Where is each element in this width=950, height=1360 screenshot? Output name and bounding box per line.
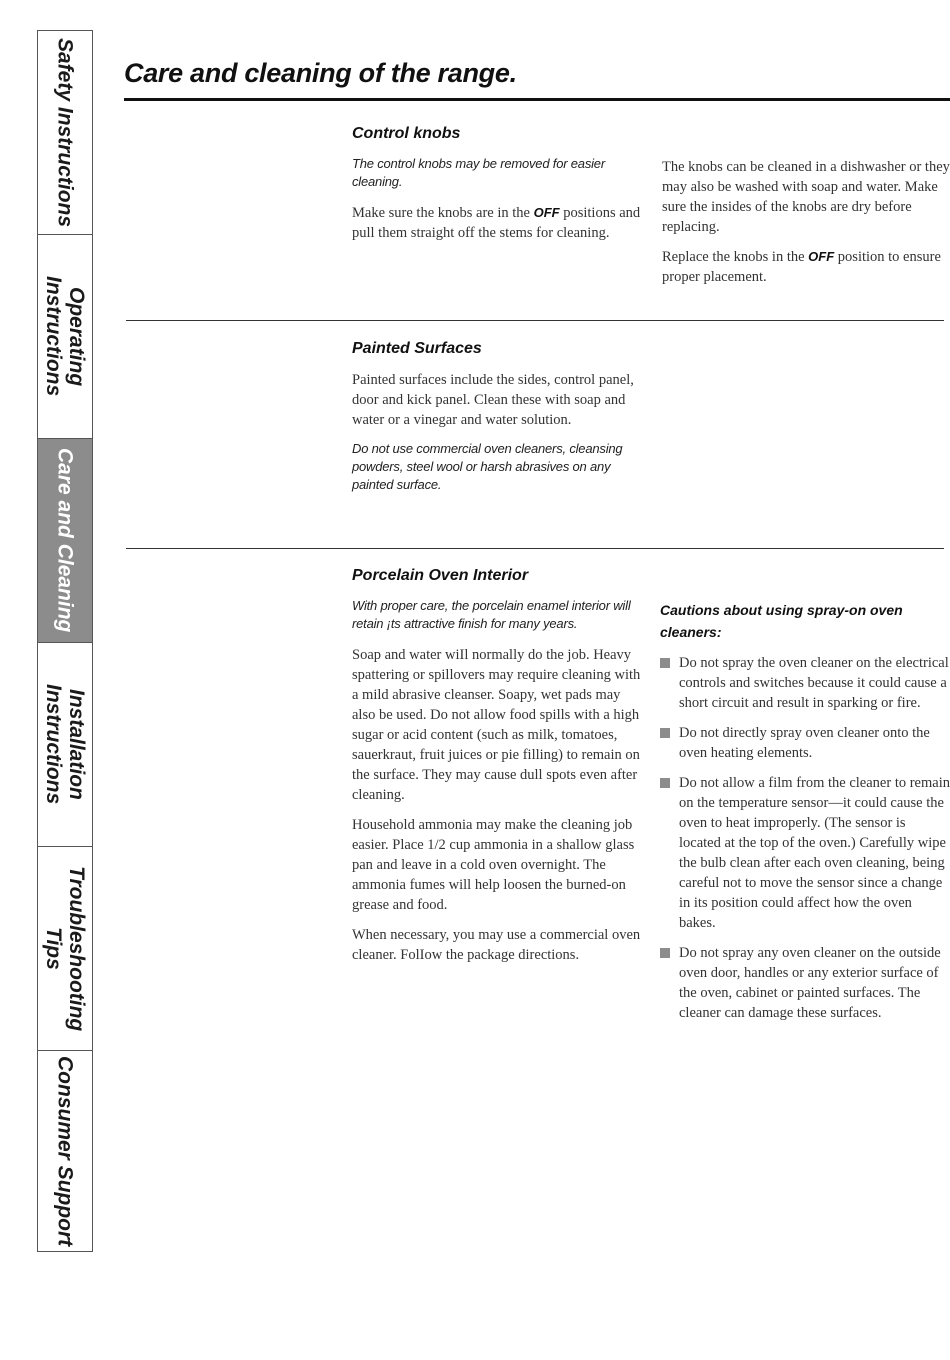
tab-label: Installation Instructions bbox=[42, 684, 88, 805]
text-fragment: Make sure the knobs are in the bbox=[352, 205, 530, 221]
bullet-square-icon bbox=[660, 658, 670, 668]
off-label: OFF bbox=[533, 205, 560, 220]
tab-consumer-support[interactable] bbox=[38, 1051, 92, 1251]
title-rule bbox=[124, 98, 950, 101]
tab-operating-instructions[interactable] bbox=[38, 235, 92, 439]
section-divider bbox=[126, 320, 944, 321]
control-knobs-note: The control knobs may be removed for easier cleaning. bbox=[352, 156, 605, 189]
tab-label: Safety Instructions bbox=[53, 37, 77, 228]
tab-safety-instructions[interactable] bbox=[38, 31, 92, 235]
painted-surfaces-note: Do not use commercial oven cleaners, cleansing powders, steel wool or harsh abrasives on any painted surface. bbox=[352, 441, 623, 492]
control-knobs-paragraph-2: The knobs can be cleaned in a dishwasher or they may also be washed with soap and water. Make sure the insides of the knobs are dry before replacing. bbox=[662, 159, 950, 235]
tab-care-and-cleaning[interactable] bbox=[38, 439, 92, 643]
control-knobs-right-column bbox=[662, 157, 950, 297]
porcelain-paragraph-1: Soap and water wiIl normally do the job. Heavy spattering or spillovers may require cleaning with a mild abrasive cleanser. Soapy, wet pads may also be used. Do not allow food spills with a high sugar or acid content (such as milk, tomatoes, sauerkraut, fruit juices or pie filling) to remain on the surface. They may cause dull spots even after cleaning. bbox=[352, 647, 641, 803]
caution-text: Do not allow a film from the cleaner to remain on the temperature sensor—it could cause the oven to heat improperly. (The sensor is located at the top of the oven.) Carefully wipe the bulb clean after each oven cleaning, being careful not to move the sensor since a change in its position could affect how the oven bakes. bbox=[679, 775, 950, 931]
bullet-square-icon bbox=[660, 778, 670, 788]
tab-label: Consumer Support bbox=[53, 1055, 77, 1247]
caution-text: Do not spray the oven cleaner on the electrical controls and switches because it could cause a short circuit and result in sparking or fire. bbox=[679, 655, 949, 711]
control-knobs-left-column bbox=[352, 125, 642, 253]
tab-installation-instructions[interactable] bbox=[38, 643, 92, 847]
porcelain-paragraph-3: When necessary, you may use a commercial oven cleaner. FolIow the package directions. bbox=[352, 927, 641, 963]
cautions-list bbox=[660, 653, 950, 1023]
tab-troubleshooting-tips[interactable] bbox=[38, 847, 92, 1051]
porcelain-left-column bbox=[352, 567, 642, 975]
text-fragment: position to ensure proper placement. bbox=[662, 249, 941, 285]
control-knobs-paragraph-1 bbox=[352, 203, 642, 243]
off-label: OFF bbox=[808, 249, 835, 264]
tab-label: Care and Cleaning bbox=[53, 448, 77, 633]
caution-text: Do not directly spray oven cleaner onto the oven heating elements. bbox=[679, 725, 930, 761]
porcelain-paragraph-2: Household ammonia may make the cleaning job easier. Place 1/2 cup ammonia in a shallow glass pan and leave in a cold oven overnight. The ammonia fumes will help loosen the burned-on grease and food. bbox=[352, 817, 635, 913]
bullet-square-icon bbox=[660, 948, 670, 958]
section-tabs bbox=[37, 30, 93, 1252]
tab-label: Troubleshooting Tips bbox=[42, 865, 88, 1032]
caution-text: Do not spray any oven cleaner on the outside oven door, handles or any exterior surface of the oven, cabinet or painted surfaces. The cleaner can damage these surfaces. bbox=[679, 945, 941, 1021]
porcelain-heading: Porcelain Oven Interior bbox=[352, 567, 529, 584]
painted-surfaces-heading: Painted Surfaces bbox=[352, 340, 482, 357]
painted-surfaces-paragraph: Painted surfaces include the sides, control panel, door and kick panel. Clean these with soap and water or a vinegar and water solution. bbox=[352, 372, 634, 428]
bullet-square-icon bbox=[660, 728, 670, 738]
cautions-heading: Cautions about using spray-on oven cleaners: bbox=[660, 602, 903, 640]
porcelain-note: With proper care, the porcelain enamel interior will retain ¡ts attractive finish for many years. bbox=[352, 598, 631, 631]
text-fragment: positions and pull them straight off the stems for cleaning. bbox=[352, 205, 641, 241]
tab-label: Operating Instructions bbox=[42, 276, 88, 397]
control-knobs-paragraph-3 bbox=[662, 247, 950, 287]
page-title: Care and cleaning of the range. bbox=[124, 58, 517, 88]
list-item bbox=[660, 773, 950, 933]
list-item bbox=[660, 653, 950, 713]
list-item bbox=[660, 943, 950, 1023]
control-knobs-heading: Control knobs bbox=[352, 125, 461, 142]
text-fragment: Replace the knobs in the bbox=[662, 249, 805, 265]
list-item bbox=[660, 723, 950, 763]
porcelain-right-column bbox=[660, 599, 950, 1033]
section-divider bbox=[126, 548, 944, 549]
painted-surfaces-column bbox=[352, 340, 637, 506]
